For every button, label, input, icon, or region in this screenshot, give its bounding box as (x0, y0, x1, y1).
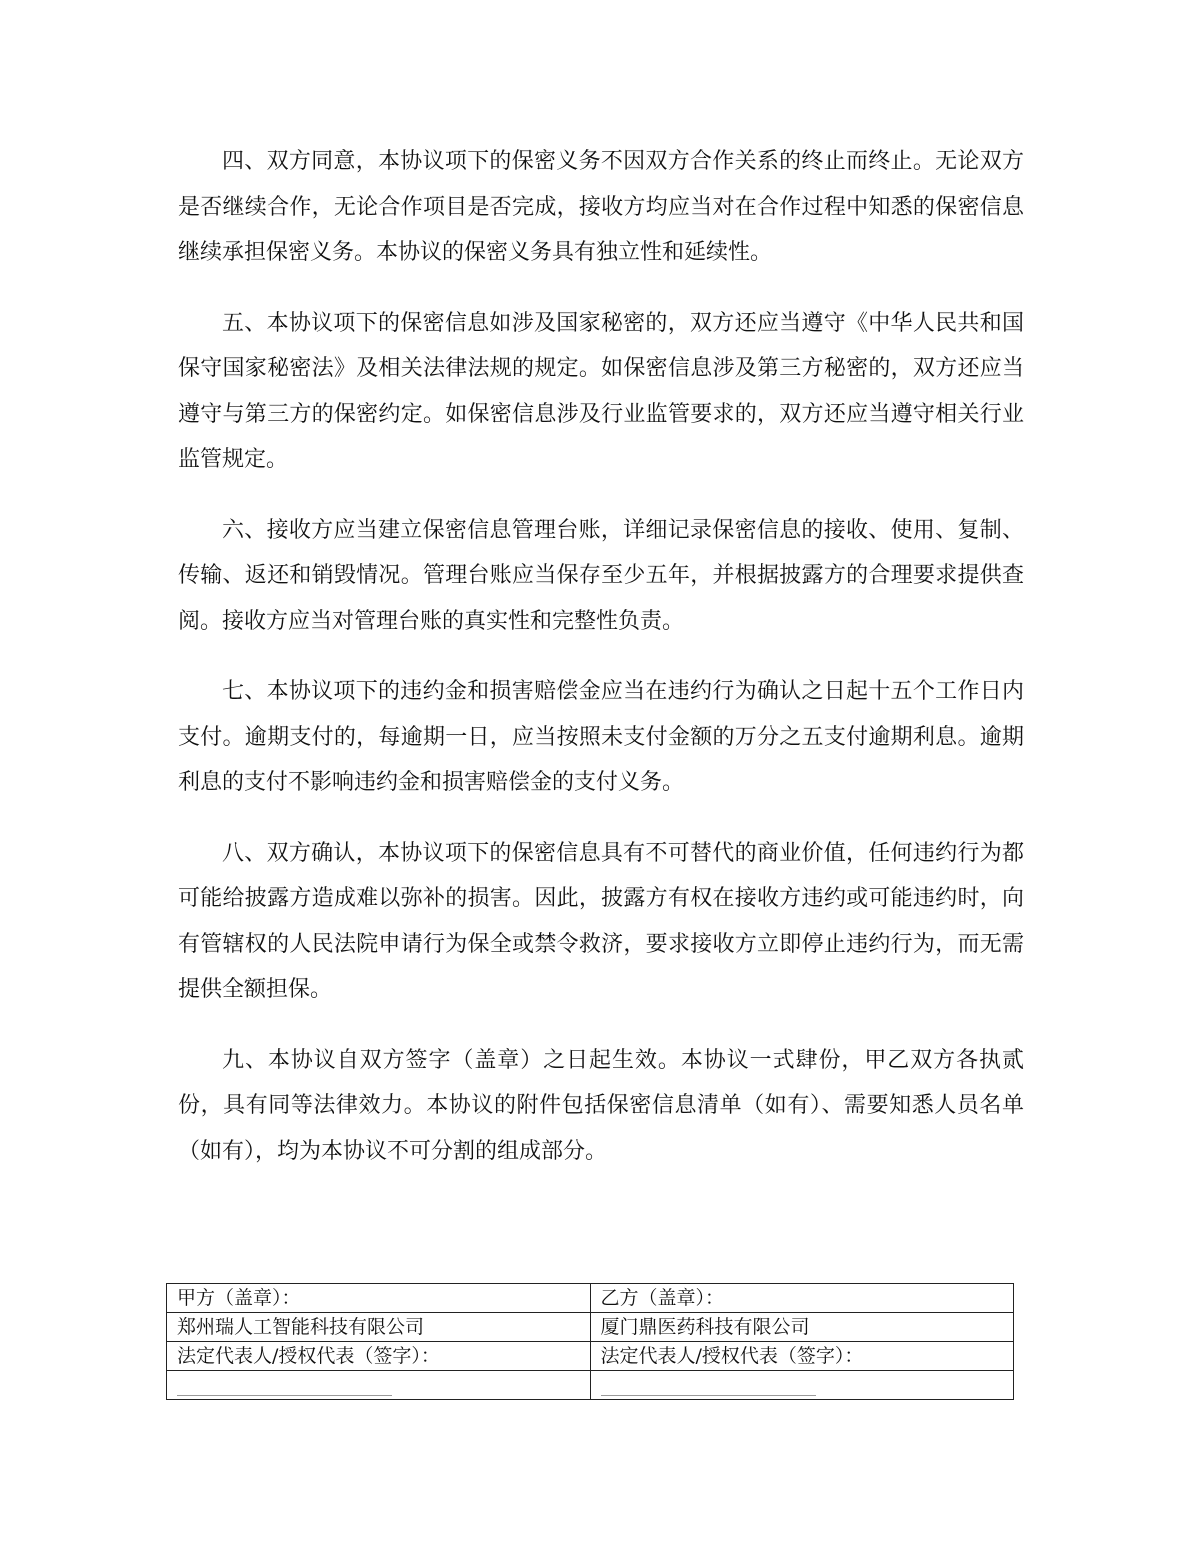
party-b-rep-label: 法定代表人/授权代表（签字）： (590, 1342, 1014, 1371)
clause-9: 九、本协议自双方签字（盖章）之日起生效。本协议一式肆份，甲乙双方各执贰份，具有同等法律效力。本协议的附件包括保密信息清单（如有）、需要知悉人员名单（如有），均为本协议不可分割的组成部分。 (178, 1047, 1024, 1164)
party-a-seal-label: 甲方（盖章）： (167, 1284, 591, 1313)
clause-5: 五、本协议项下的保密信息如涉及国家秘密的，双方还应当遵守《中华人民共和国保守国家秘密法》及相关法律法规的规定。如保密信息涉及第三方秘密的，双方还应当遵守与第三方的保密约定。如保密信息涉及行业监管要求的，双方还应当遵守相关行业监管规定。 (178, 310, 1024, 472)
signature-table (166, 1283, 1014, 1400)
party-a-rep-label: 法定代表人/授权代表（签字）： (167, 1342, 591, 1371)
party-a-company: 郑州瑞人工智能科技有限公司 (167, 1313, 591, 1342)
party-b-company: 厦门鼎医药科技有限公司 (590, 1313, 1014, 1342)
signature-row (167, 1371, 1014, 1400)
representative-row (167, 1342, 1014, 1371)
party-b-seal-label: 乙方（盖章）： (590, 1284, 1014, 1313)
clause-6: 六、接收方应当建立保密信息管理台账，详细记录保密信息的接收、使用、复制、传输、返还和销毁情况。管理台账应当保存至少五年，并根据披露方的合理要求提供查阅。接收方应当对管理台账的真实性和完整性负责。 (178, 517, 1024, 634)
party-b-signature-line (601, 1377, 816, 1396)
clause-4: 四、双方同意，本协议项下的保密义务不因双方合作关系的终止而终止。无论双方是否继续合作，无论合作项目是否完成，接收方均应当对在合作过程中知悉的保密信息继续承担保密义务。本协议的保密义务具有独立性和延续性。 (178, 149, 1024, 265)
clause-7: 七、本协议项下的违约金和损害赔偿金应当在违约行为确认之日起十五个工作日内支付。逾期支付的，每逾期一日，应当按照未支付金额的万分之五支付逾期利息。逾期利息的支付不影响违约金和损害赔偿金的支付义务。 (178, 679, 1024, 795)
clause-8: 八、双方确认，本协议项下的保密信息具有不可替代的商业价值，任何违约行为都可能给披露方造成难以弥补的损害。因此，披露方有权在接收方违约或可能违约时，向有管辖权的人民法院申请行为保全或禁令救济，要求接收方立即停止违约行为，而无需提供全额担保。 (178, 840, 1024, 1002)
party-a-signature-cell (167, 1371, 591, 1400)
party-a-signature-line (177, 1377, 392, 1396)
party-b-signature-cell (590, 1371, 1014, 1400)
agreement-body (178, 139, 1024, 1199)
company-row (167, 1313, 1014, 1342)
seal-row (167, 1284, 1014, 1313)
